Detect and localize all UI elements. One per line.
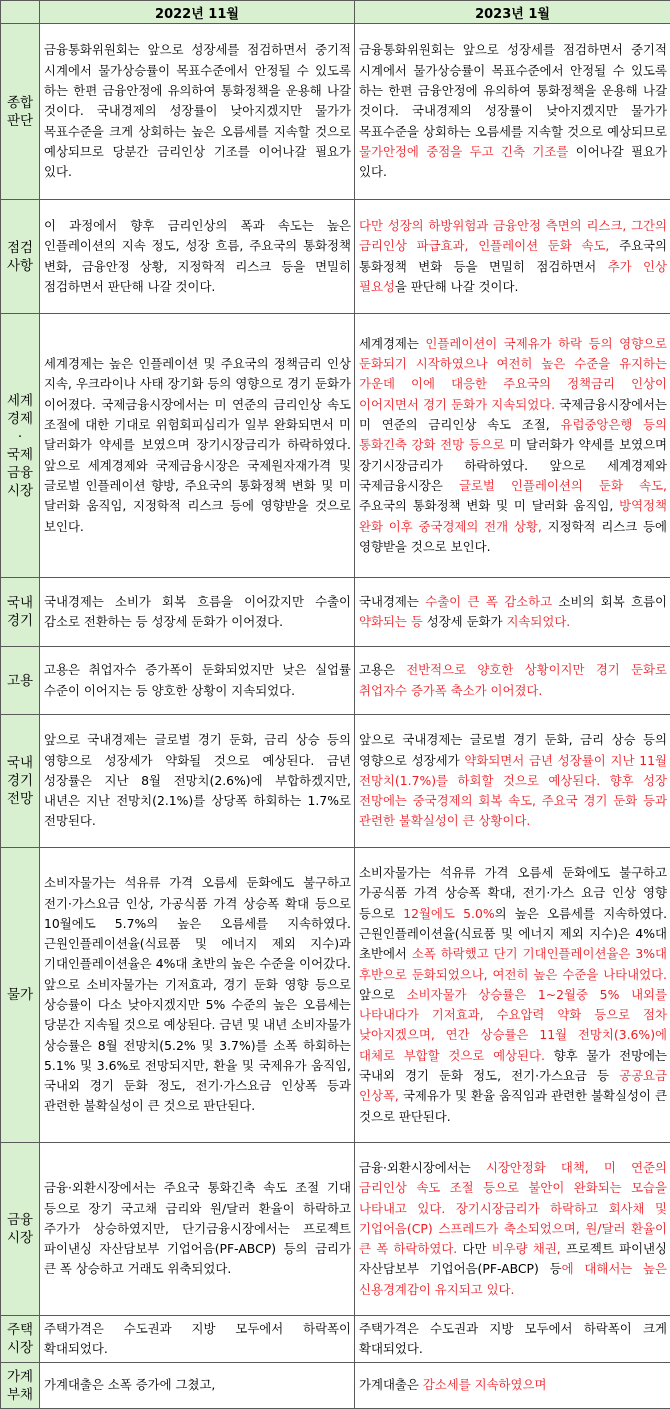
body-text: 세계경제는 높은 인플레이션 및 주요국의 정책금리 인상 지속, 우크라이나 사태 장기화 등의 영향으로 경기 둔화가 이어졌다. 국제금융시장에서는 미 연준의 금리인상 속도 조절에 대한 기대로 위험회피심리가 일부 완화되면서 미 달러화가 약세를 보였으며 장기시장금리가 하락하였다. 앞으로 세계경제와 국제금융시장은 국제원자재가격 및 글로벌 인플레이션 향방, 주요국의 통화정책 변화 및 미 달러화 움직임, 지정학적 리스크 등에 영향받을 것으로 보인다. <box>44 356 351 533</box>
row-category-label <box>1 578 40 647</box>
header-corner <box>1 1 40 24</box>
category-line: 종합 <box>1 94 39 112</box>
old-cell <box>40 314 355 578</box>
category-line: 국내 <box>1 594 39 612</box>
row-category-label <box>1 1363 40 1409</box>
body-text: 향후 물가 전망에는 국내외 경기 둔화 정도, 전기·가스요금 등 <box>359 1048 667 1083</box>
changed-text: 물가안정에 중점을 두고 긴축 기조를 <box>359 144 568 159</box>
body-text: 가계대출은 소폭 증가에 그쳤고, <box>44 1377 215 1392</box>
table-row <box>1 578 670 647</box>
changed-text: 전반적으로 양호한 상황이지만 경기 둔화로 취업자수 증가폭 축소가 이어졌다. <box>359 662 667 697</box>
changed-text: 시장안정화 대책, 미 연준의 금리인상 속도 조절 등으로 불안이 완화되는 모습을 나타내고 있다. 장기시장금리가 하락하고 회사채 및 기업어음(CP) 스프레드가 축소되었으며, 원/달러 환율이 큰 폭 하락하였다. <box>359 1160 667 1256</box>
table-row <box>1 200 670 314</box>
body-text: 앞으로 국내경제는 글로벌 경기 둔화, 금리 상승 등의 영향으로 성장세가 <box>359 732 667 767</box>
category-line: 고용 <box>1 672 39 690</box>
category-line: 경기 <box>1 612 39 630</box>
body-text: 주요국의 통화정책 변화 등을 면밀히 점검하면서 <box>359 238 667 273</box>
changed-text: 유럽중앙은행 등의 통화긴축 강화 전망 등으로 <box>359 417 667 452</box>
table-row <box>1 1143 670 1316</box>
table-row <box>1 24 670 200</box>
body-text: 세계경제는 <box>359 336 425 351</box>
body-text: 주택가격은 수도권과 지방 모두에서 하락폭이 크게 확대되었다. <box>359 1321 667 1356</box>
body-text: 금융통화위원회는 앞으로 성장세를 점검하면서 중기적 시계에서 물가상승률이 목표수준에서 안정될 수 있도록 하는 한편 금융안정에 유의하여 통화정책을 운용해 나갈 것이다. 국내경제의 성장률이 낮아지겠지만 물가가 목표수준을 상회하는 오름세를 지속할 것으로 예상되므로 <box>359 42 667 138</box>
new-cell <box>355 848 670 1143</box>
new-cell <box>355 1363 670 1409</box>
body-text: 의 높은 오름세를 지속하였다. 근원인플레이션율(식료품 및 에너지 제외 지수)은 4%대 초반에서 <box>359 906 667 962</box>
category-line: 국내 <box>1 754 39 772</box>
body-text: 프로젝트 파이낸싱 자산담보부 기업어음(PF-ABCP) 등 <box>359 1241 667 1276</box>
body-text: 을 판단해 나갈 것이다. <box>395 279 518 294</box>
category-line: 세계 <box>1 392 39 410</box>
body-text: 앞으로 <box>359 987 407 1002</box>
table-row <box>1 1316 670 1363</box>
body-text: 금융·외환시장에서는 주요국 통화긴축 속도 조절 기대 등으로 장기 국고채 금리와 원/달러 환율이 하락하고 주가가 상승하였지만, 단기금융시장에서는 프로젝트 파이낸싱 자산담보부 기업어음(PF-ABCP) 등의 금리가 큰 폭 상승하고 거래도 위축되었다. <box>44 1180 351 1276</box>
category-line: 경기 <box>1 772 39 790</box>
category-line: 시장 <box>1 482 39 500</box>
body-text: 고용은 취업자수 증가폭이 둔화되었지만 낮은 실업률 수준이 이어지는 등 양호한 상황이 지속되었다. <box>44 662 351 697</box>
category-line: 가계 <box>1 1368 39 1386</box>
row-category-label <box>1 1143 40 1316</box>
category-line: · <box>1 428 39 446</box>
body-text: 가계대출은 <box>359 1377 423 1392</box>
body-text: 금융·외환시장에서는 <box>359 1160 486 1175</box>
new-cell <box>355 1316 670 1363</box>
new-cell <box>355 200 670 314</box>
changed-text: 소폭 하락했고 단기 기대인플레이션율은 3%대 후반으로 둔화되었으나, 여전히 높은 수준을 나타내었다. <box>359 946 667 981</box>
row-category-label <box>1 314 40 578</box>
changed-text: 소비자물가 상승률은 1~2월중 5% 내외를 나타내다가 기저효과, 수요압력 약화 등으로 점차 낮아지겠으며, 연간 상승률은 11월 전망치(3.6%)에 대체로 부합할 것으로 예상된다. <box>359 987 667 1063</box>
row-category-label <box>1 848 40 1143</box>
body-text: 고용은 <box>359 662 406 677</box>
category-line: 경제 <box>1 410 39 428</box>
old-cell <box>40 1143 355 1316</box>
new-cell <box>355 647 670 715</box>
changed-text: 12월에도 5.0% <box>403 906 494 921</box>
new-cell <box>355 578 670 647</box>
body-text: 국내경제는 소비가 회복 흐름을 이어갔지만 수출이 감소로 전환하는 등 성장세 둔화가 이어졌다. <box>44 594 351 629</box>
changed-text: 글로벌 인플레이션의 둔화 속도, <box>459 478 667 493</box>
body-text: 국제유가 및 환율 움직임과 관련한 불확실성이 큰 것으로 판단된다. <box>359 1088 667 1123</box>
changed-text: 비우량 채권, <box>492 1241 561 1256</box>
category-line: 국제 <box>1 446 39 464</box>
category-line: 판단 <box>1 112 39 130</box>
table-row <box>1 314 670 578</box>
changed-text: 지속되었다. <box>506 614 570 629</box>
old-cell <box>40 24 355 200</box>
new-cell <box>355 24 670 200</box>
category-line: 점검 <box>1 239 39 257</box>
new-cell <box>355 1143 670 1316</box>
category-line: 부채 <box>1 1386 39 1404</box>
row-category-label <box>1 1316 40 1363</box>
changed-text: 방역정책 완화 이후 중국경제의 전개 상황, <box>359 498 667 533</box>
changed-text: 수출이 큰 폭 감소하고 <box>425 594 552 609</box>
body-text: 지정학적 리스크 등에 영향받을 것으로 보인다. <box>359 519 667 554</box>
changed-text: 인플레이션이 국제유가 하락 등의 영향으로 둔화되기 시작하였으나 여전히 높은 수준을 유지하는 가운데 이에 대응한 주요국의 정책금리 인상이 이어지면서 경기 둔화가 지속되었다. <box>359 336 667 412</box>
body-text: 성장세 둔화가 <box>423 614 507 629</box>
changed-text: 약화되면서 금년 성장률이 지난 11월 전망치(1.7%)를 하회할 것으로 예상된다. 향후 성장 전망에는 중국경제의 회복 속도, 주요국 경기 둔화 등과 관련한 불확실성이 큰 상황이다. <box>359 753 667 829</box>
body-text: 앞으로 국내경제는 글로벌 경기 둔화, 금리 상승 등의 영향으로 성장세가 약화될 것으로 예상된다. 금년 성장률은 지난 8월 전망치(2.6%)에 부합하겠지만, 내년은 지난 전망치(2.1%)를 상당폭 하회하는 1.7%로 전망된다. <box>44 732 351 828</box>
changed-text: 추가 인상 필요성 <box>359 259 667 294</box>
body-text: 미 달러화가 약세를 보였으며 장기시장금리가 하락하였다. 앞으로 세계경제와 국제금융시장은 <box>359 437 667 493</box>
body-text: 소비자물가는 석유류 가격 오름세 둔화에도 불구하고 전기·가스요금 인상, 가공식품 가격 상승폭 확대 등으로 10월에도 5.7%의 높은 오름세를 지속하였다. 근원인플레이션율(식료품 및 에너지 제외 지수)과 기대인플레이션율은 4%대 초반의 높은 수준을 이어갔다. 앞으로 소비자물가는 기저효과, 경기 둔화 영향 등으로 상승률이 다소 낮아지겠지만 5% 수준의 높은 오름세는 당분간 지속될 것으로 예상된다. 금년 및 내년 소비자물가 상승률은 8월 전망치(5.2% 및 3.7%)를 소폭 하회하는 5.1% 및 3.6%로 전망되지만, 환율 및 국제유가 움직임, 국내외 경기 둔화 정도, 전기·가스요금 인상폭 등과 관련한 불확실성이 큰 것으로 판단된다. <box>44 875 351 1113</box>
body-text: 금융통화위원회는 앞으로 성장세를 점검하면서 중기적 시계에서 물가상승률이 목표수준에서 안정될 수 있도록 하는 한편 금융안정에 유의하여 통화정책을 운용해 나갈 것이다. 국내경제의 성장률이 낮아지겠지만 물가가 목표수준을 크게 상회하는 높은 오름세를 지속할 것으로 예상되므로 당분간 금리인상 기조를 이어나갈 필요가 있다. <box>44 42 351 179</box>
new-cell <box>355 715 670 848</box>
body-text: 소비의 회복 흐름이 <box>552 594 667 609</box>
old-cell <box>40 715 355 848</box>
changed-text: 공공요금 인상폭, <box>359 1068 667 1103</box>
category-line: 물가 <box>1 986 39 1004</box>
category-line: 금융 <box>1 464 39 482</box>
body-text: 주택가격은 수도권과 지방 모두에서 하락폭이 확대되었다. <box>44 1321 351 1356</box>
category-line: 주택 <box>1 1321 39 1339</box>
row-category-label <box>1 715 40 848</box>
table-row <box>1 715 670 848</box>
category-line: 금융 <box>1 1211 39 1229</box>
body-text: 이 과정에서 향후 금리인상의 폭과 속도는 높은 인플레이션의 지속 정도, 성장 흐름, 주요국의 통화정책 변화, 금융안정 상황, 지정학적 리스크 등을 면밀히 점검하면서 판단해 나갈 것이다. <box>44 218 351 294</box>
old-cell <box>40 1363 355 1409</box>
body-text: 이어나갈 필요가 있다. <box>359 144 667 179</box>
old-cell <box>40 848 355 1143</box>
old-cell <box>40 200 355 314</box>
row-category-label <box>1 24 40 200</box>
header-col-2023-01: 2023년 1월 <box>355 1 670 24</box>
body-text: 국내경제는 <box>359 594 425 609</box>
changed-text: 약화되는 등 <box>359 614 423 629</box>
category-line: 전망 <box>1 790 39 808</box>
body-text: 소비자물가는 석유류 가격 오름세 둔화에도 불구하고 가공식품 가격 상승폭 확대, 전기·가스 요금 인상 영향 등으로 <box>359 865 667 921</box>
old-cell <box>40 647 355 715</box>
body-text: 국제금융시장에서는 미 연준의 금리인상 속도 조절, <box>359 397 667 432</box>
changed-text: 다만 성장의 하방위험과 금융안정 측면의 리스크, 그간의 금리인상 파급효과, 인플레이션 둔화 속도, <box>359 218 667 253</box>
table-row <box>1 647 670 715</box>
old-cell <box>40 578 355 647</box>
category-line: 시장 <box>1 1229 39 1247</box>
category-line: 시장 <box>1 1339 39 1357</box>
old-cell <box>40 1316 355 1363</box>
changed-text: 감소세를 지속하였으며 <box>423 1377 547 1392</box>
body-text: 다만 <box>457 1241 491 1256</box>
body-text: 주요국의 통화정책 변화 및 미 달러화 움직임, <box>359 498 619 513</box>
changed-text: 에 대해서는 높은 신용경계감이 유지되고 있다. <box>359 1261 667 1296</box>
row-category-label <box>1 200 40 314</box>
table-row <box>1 848 670 1143</box>
new-cell <box>355 314 670 578</box>
header-col-2022-11: 2022년 11월 <box>40 1 355 24</box>
table-row <box>1 1363 670 1409</box>
table-header-row <box>1 1 670 24</box>
category-line: 사항 <box>1 257 39 275</box>
row-category-label <box>1 647 40 715</box>
